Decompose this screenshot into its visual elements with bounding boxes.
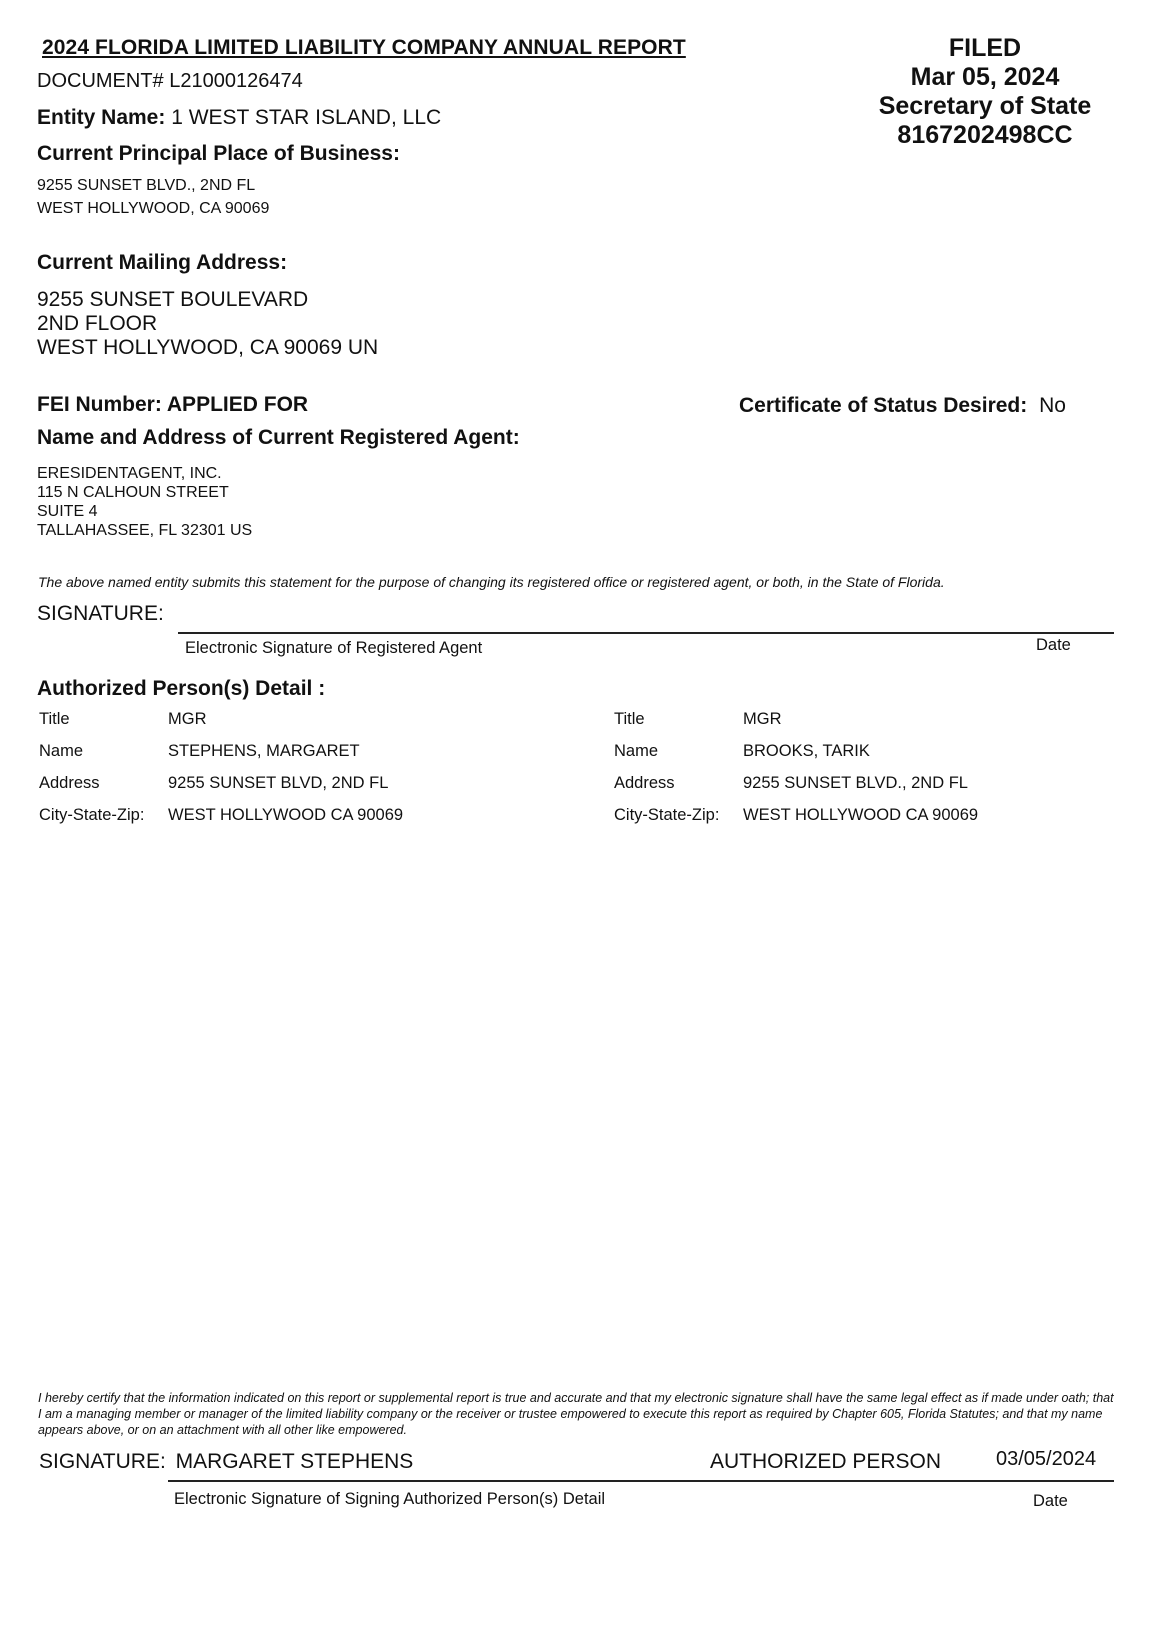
registered-agent-address: [37, 464, 252, 540]
person-title: MGR: [743, 710, 782, 728]
filed-tracking-number: 8167202498CC: [897, 121, 1073, 149]
final-signature-date: 03/05/2024: [996, 1448, 1097, 1470]
registered-agent-line4: TALLAHASSEE, FL 32301 US: [37, 522, 253, 539]
mailing-address-line3: WEST HOLLYWOOD, CA 90069 UN: [37, 336, 379, 359]
final-signature-label: SIGNATURE:: [39, 1450, 166, 1473]
person-address: 9255 SUNSET BLVD, 2ND FL: [168, 774, 389, 792]
final-signature-role: AUTHORIZED PERSON: [710, 1450, 942, 1473]
report-title: 2024 FLORIDA LIMITED LIABILITY COMPANY ANNUAL REPORT: [42, 36, 686, 59]
agent-statement: The above named entity submits this statement for the purpose of changing its registered office or registered agent, or both, in the State of Florida.: [38, 574, 945, 590]
entity-name-label: Entity Name:: [37, 106, 166, 129]
certification-statement: I hereby certify that the information indicated on this report or supplemental report is true and accurate and that my electronic signature shall have the same legal effect as if made under oath; that I am a managing member or manager of the limited liability company or the receiver or trustee empowered to execute this report as required by Chapter 605, Florida Statutes; and that my name appears above, or on an attachment with all other like empowered.: [38, 1391, 1114, 1437]
person-name: STEPHENS, MARGARET: [168, 742, 360, 760]
mailing-address-line2: 2ND FLOOR: [37, 312, 158, 335]
certificate-status-row: [739, 394, 1066, 418]
fei-number: FEI Number: APPLIED FOR: [37, 393, 309, 416]
agent-signature-caption: Electronic Signature of Registered Agent: [185, 639, 483, 657]
principal-place-line2: WEST HOLLYWOOD, CA 90069: [37, 200, 270, 217]
agent-signature-date-label: Date: [1036, 636, 1071, 654]
final-signature-row: [39, 1450, 413, 1474]
entity-name-value: 1 WEST STAR ISLAND, LLC: [171, 106, 442, 129]
field-label-address: Address: [39, 774, 100, 792]
field-label-name: Name: [39, 742, 84, 760]
final-signature-caption: Electronic Signature of Signing Authorized Person(s) Detail: [174, 1490, 606, 1508]
field-label-name: Name: [614, 742, 659, 760]
field-label-city-state-zip: City-State-Zip:: [39, 806, 145, 824]
registered-agent-line2: 115 N CALHOUN STREET: [37, 484, 229, 501]
final-signature-line: [168, 1480, 1114, 1482]
final-signature-signer: MARGARET STEPHENS: [175, 1450, 414, 1473]
person-city-state-zip: WEST HOLLYWOOD CA 90069: [168, 806, 404, 824]
mailing-address-label: Current Mailing Address:: [37, 251, 288, 274]
final-signature-date-label: Date: [1033, 1492, 1068, 1510]
filed-office: Secretary of State: [878, 92, 1092, 120]
registered-agent-line1: ERESIDENTAGENT, INC.: [37, 465, 222, 482]
principal-place-line1: 9255 SUNSET BLVD., 2ND FL: [37, 177, 256, 194]
person-address: 9255 SUNSET BLVD., 2ND FL: [743, 774, 968, 792]
agent-signature-line: [178, 632, 1114, 634]
field-label-city-state-zip: City-State-Zip:: [614, 806, 720, 824]
field-label-title: Title: [39, 710, 70, 728]
person-name: BROOKS, TARIK: [743, 742, 870, 760]
registered-agent-line3: SUITE 4: [37, 503, 98, 520]
entity-name-row: [37, 106, 441, 130]
agent-signature-label: SIGNATURE:: [37, 602, 164, 625]
person-title: MGR: [168, 710, 207, 728]
filed-label: FILED: [948, 34, 1022, 62]
filed-date: Mar 05, 2024: [910, 63, 1060, 91]
field-label-title: Title: [614, 710, 645, 728]
document-number: DOCUMENT# L21000126474: [37, 70, 303, 92]
principal-place-label: Current Principal Place of Business:: [37, 142, 400, 165]
authorized-persons-heading: Authorized Person(s) Detail :: [37, 677, 326, 700]
mailing-address-line1: 9255 SUNSET BOULEVARD: [37, 288, 309, 311]
field-label-address: Address: [614, 774, 675, 792]
person-city-state-zip: WEST HOLLYWOOD CA 90069: [743, 806, 979, 824]
filed-stamp: [860, 34, 1110, 150]
registered-agent-label: Name and Address of Current Registered Agent:: [37, 426, 520, 449]
certificate-status-label: Certificate of Status Desired:: [739, 394, 1028, 417]
certificate-status-value: No: [1039, 394, 1066, 417]
